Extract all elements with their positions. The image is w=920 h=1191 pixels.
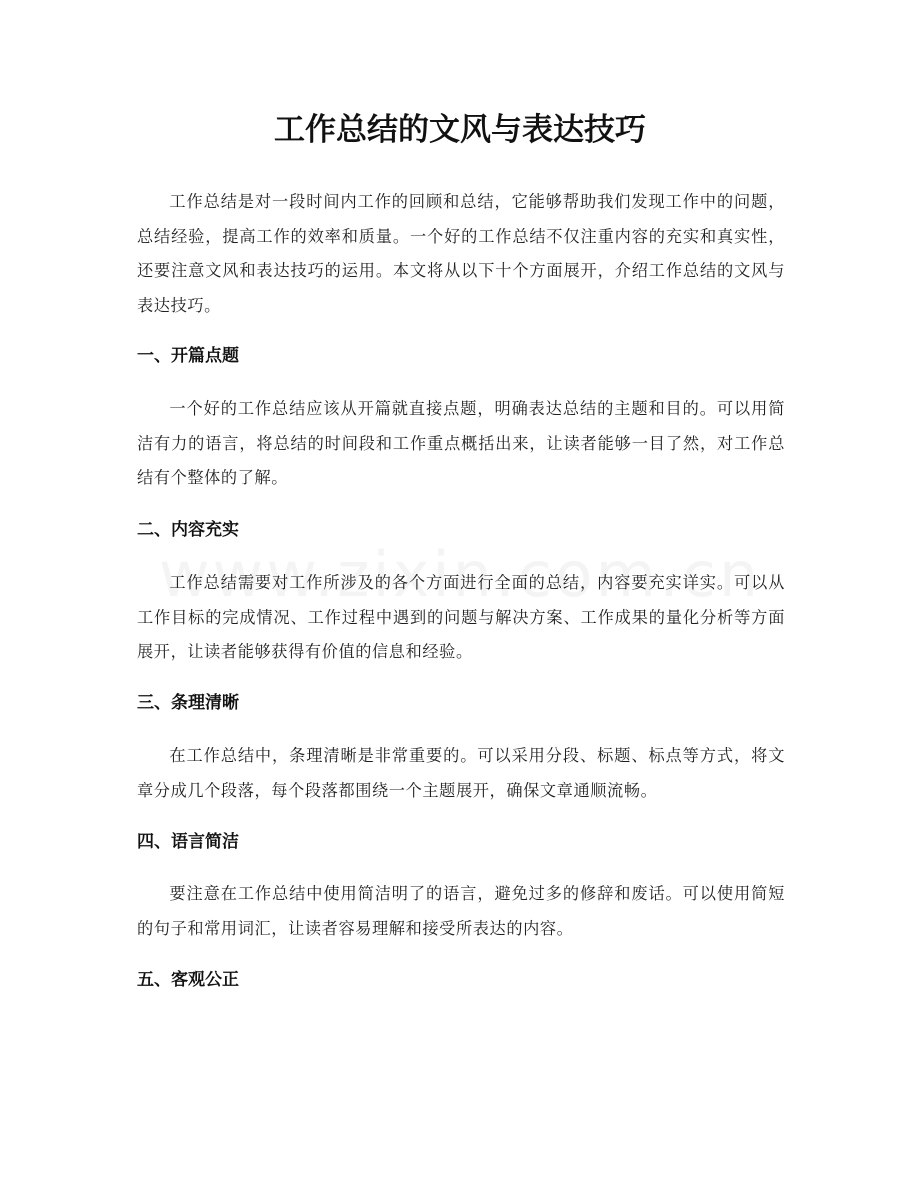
section-heading-1: 一、开篇点题 [137, 346, 239, 366]
section-body-3: 在工作总结中，条理清晰是非常重要的。可以采用分段、标题、标点等方式，将文章分成几个段落，每个段落都围绕一个主题展开，确保文章通顺流畅。 [137, 746, 785, 800]
section-body-1: 一个好的工作总结应该从开篇就直接点题，明确表达总结的主题和目的。可以用简洁有力的语言，将总结的时间段和工作重点概括出来，让读者能够一目了然，对工作总结有个整体的了解。 [137, 399, 785, 488]
section-body-2: 工作总结需要对工作所涉及的各个方面进行全面的总结，内容要充实详实。可以从工作目标的完成情况、工作过程中遇到的问题与解决方案、工作成果的量化分析等方面展开，让读者能够获得有价值的信息和经验。 [137, 573, 785, 662]
intro-paragraph: 工作总结是对一段时间内工作的回顾和总结，它能够帮助我们发现工作中的问题，总结经验，提高工作的效率和质量。一个好的工作总结不仅注重内容的充实和真实性，还要注意文风和表达技巧的运用。本文将从以下十个方面展开，介绍工作总结的文风与表达技巧。 [137, 192, 785, 315]
section-heading-5: 五、客观公正 [137, 970, 239, 990]
section-heading-3: 三、条理清晰 [137, 693, 239, 713]
section-body-4: 要注意在工作总结中使用简洁明了的语言，避免过多的修辞和废话。可以使用简短的句子和常用词汇，让读者容易理解和接受所表达的内容。 [137, 884, 785, 938]
page-title: 工作总结的文风与表达技巧 [274, 112, 646, 148]
section-heading-2: 二、内容充实 [137, 520, 239, 540]
section-heading-4: 四、语言简洁 [137, 832, 239, 852]
